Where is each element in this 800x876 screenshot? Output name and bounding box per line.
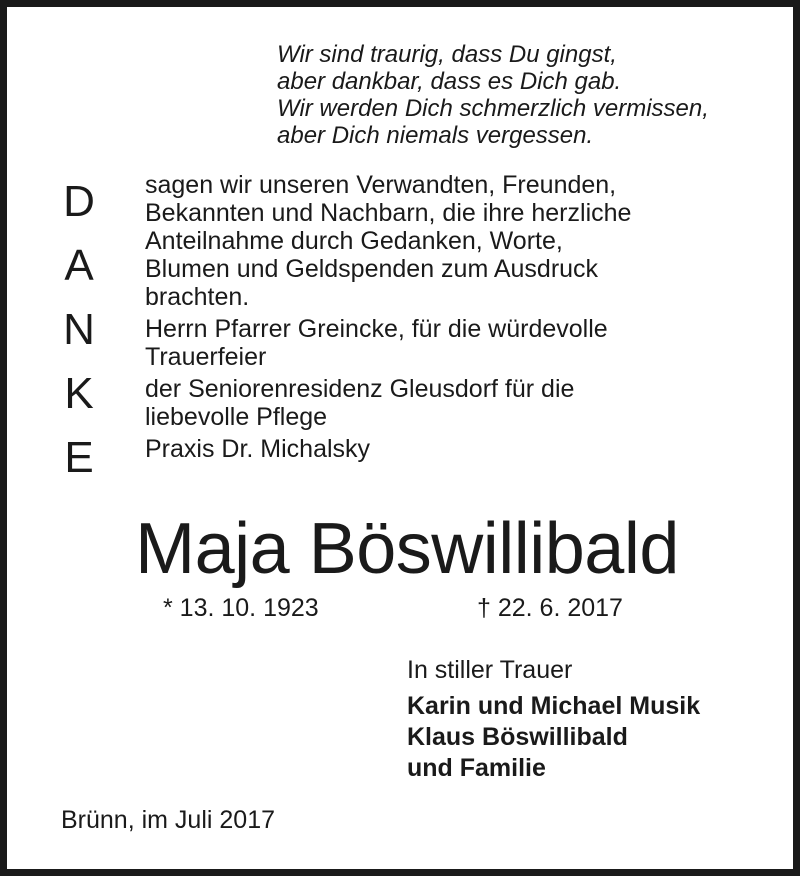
mourner-name: und Familie bbox=[407, 754, 546, 782]
mourners-list bbox=[407, 691, 700, 784]
thanks-line: Praxis Dr. Michalsky bbox=[145, 435, 371, 463]
thanks-line: Blumen und Geldspenden zum Ausdruck bbox=[145, 255, 599, 283]
death-date: † 22. 6. 2017 bbox=[477, 594, 623, 622]
poem-line: Wir sind traurig, dass Du gingst, bbox=[277, 41, 617, 68]
thanks-line: brachten. bbox=[145, 283, 250, 311]
thanks-line: liebevolle Pflege bbox=[145, 403, 328, 431]
danke-letter: D bbox=[63, 177, 95, 226]
danke-vertical-heading bbox=[57, 177, 101, 497]
thanks-line: Herrn Pfarrer Greincke, für die würdevolle bbox=[145, 315, 608, 343]
birth-date: * 13. 10. 1923 bbox=[163, 594, 319, 622]
thanks-line: sagen wir unseren Verwandten, Freunden, bbox=[145, 171, 617, 199]
mourner-name: Klaus Böswillibald bbox=[407, 723, 628, 751]
thanks-line: Bekannten und Nachbarn, die ihre herzliche bbox=[145, 199, 632, 227]
danke-letter: A bbox=[64, 241, 94, 290]
thanks-paragraph-residence bbox=[145, 375, 631, 431]
danke-letter: E bbox=[64, 433, 94, 482]
poem-line: aber dankbar, dass es Dich gab. bbox=[277, 68, 622, 95]
danke-letter: N bbox=[63, 305, 95, 354]
thanks-paragraph-relatives bbox=[145, 171, 631, 311]
poem-line: aber Dich niemals vergessen. bbox=[277, 122, 594, 149]
poem bbox=[277, 41, 709, 149]
mourning-label: In stiller Trauer bbox=[407, 656, 573, 684]
deceased-name: Maja Böswillibald bbox=[135, 509, 679, 589]
thanks-paragraph-practice bbox=[145, 435, 631, 463]
poem-line: Wir werden Dich schmerzlich vermissen, bbox=[277, 95, 709, 122]
danke-letter: K bbox=[64, 369, 94, 418]
thanks-text bbox=[145, 171, 631, 467]
mourner-name: Karin und Michael Musik bbox=[407, 692, 701, 720]
place-and-date: Brünn, im Juli 2017 bbox=[61, 806, 276, 834]
thanks-line: Anteilnahme durch Gedanken, Worte, bbox=[145, 227, 563, 255]
thanks-line: der Seniorenresidenz Gleusdorf für die bbox=[145, 375, 575, 403]
thanks-paragraph-pastor bbox=[145, 315, 631, 371]
thanks-line: Trauerfeier bbox=[145, 343, 267, 371]
